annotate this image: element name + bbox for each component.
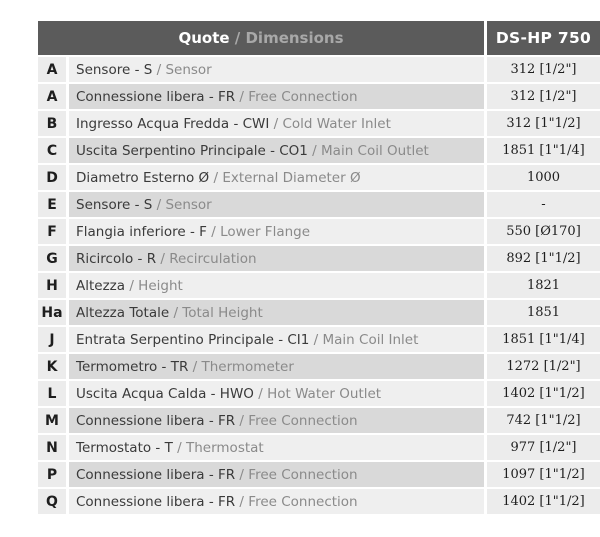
row-value: 742 [1"1/2] xyxy=(487,408,600,435)
row-code: A xyxy=(38,57,69,84)
row-label-it: Termostato - T xyxy=(76,439,173,456)
header-model: DS-HP 750 xyxy=(487,21,600,57)
row-label-en: Total Height xyxy=(182,304,263,321)
row-code: K xyxy=(38,354,69,381)
table-row xyxy=(38,273,600,300)
row-label-it: Ingresso Acqua Fredda - CWI xyxy=(76,115,270,132)
row-label-en: Thermometer xyxy=(201,358,294,375)
row-value: 1821 xyxy=(487,273,600,300)
row-label-en: Cold Water Inlet xyxy=(282,115,391,132)
table-row xyxy=(38,111,600,138)
row-label-en: Height xyxy=(138,277,183,294)
row-label-it: Altezza xyxy=(76,277,126,294)
row-description: Ricircolo - R / Recirculation xyxy=(69,246,487,273)
row-code: H xyxy=(38,273,69,300)
row-value: 1272 [1/2"] xyxy=(487,354,600,381)
row-label-it: Connessione libera - FR xyxy=(76,88,236,105)
table-row xyxy=(38,300,600,327)
table-row xyxy=(38,381,600,408)
row-label-en: Free Connection xyxy=(248,493,358,510)
table-row xyxy=(38,462,600,489)
row-value: 1000 xyxy=(487,165,600,192)
table-row xyxy=(38,138,600,165)
row-label-it: Connessione libera - FR xyxy=(76,466,236,483)
row-description: Connessione libera - FR / Free Connection xyxy=(69,408,487,435)
row-description: Altezza / Height xyxy=(69,273,487,300)
row-description: Altezza Totale / Total Height xyxy=(69,300,487,327)
row-description: Diametro Esterno Ø / External Diameter Ø xyxy=(69,165,487,192)
row-description: Uscita Acqua Calda - HWO / Hot Water Outlet xyxy=(69,381,487,408)
table-row xyxy=(38,192,600,219)
row-code: L xyxy=(38,381,69,408)
row-label-en: Free Connection xyxy=(248,412,358,429)
row-value: 892 [1"1/2] xyxy=(487,246,600,273)
table-row xyxy=(38,57,600,84)
row-description: Connessione libera - FR / Free Connection xyxy=(69,462,487,489)
row-label-it: Sensore - S xyxy=(76,61,153,78)
table-row xyxy=(38,165,600,192)
row-label-it: Uscita Acqua Calda - HWO xyxy=(76,385,254,402)
row-value: 312 [1/2"] xyxy=(487,57,600,84)
row-value: 1402 [1"1/2] xyxy=(487,381,600,408)
row-description: Sensore - S / Sensor xyxy=(69,192,487,219)
table-row xyxy=(38,408,600,435)
row-code: C xyxy=(38,138,69,165)
row-label-it: Flangia inferiore - F xyxy=(76,223,207,240)
row-label-it: Uscita Serpentino Principale - CO1 xyxy=(76,142,308,159)
row-label-it: Connessione libera - FR xyxy=(76,493,236,510)
row-description: Ingresso Acqua Fredda - CWI / Cold Water Inlet xyxy=(69,111,487,138)
row-label-en: Free Connection xyxy=(248,466,358,483)
row-code: F xyxy=(38,219,69,246)
row-value: 1097 [1"1/2] xyxy=(487,462,600,489)
row-description: Uscita Serpentino Principale - CO1 / Main Coil Outlet xyxy=(69,138,487,165)
row-description: Connessione libera - FR / Free Connection xyxy=(69,489,487,516)
row-label-it: Ricircolo - R xyxy=(76,250,157,267)
row-value: 550 [Ø170] xyxy=(487,219,600,246)
row-label-it: Altezza Totale xyxy=(76,304,170,321)
table-row xyxy=(38,354,600,381)
row-code: N xyxy=(38,435,69,462)
table-row xyxy=(38,327,600,354)
row-code: G xyxy=(38,246,69,273)
row-code: B xyxy=(38,111,69,138)
row-value: - xyxy=(487,192,600,219)
table-header-row xyxy=(38,21,600,57)
table-row xyxy=(38,84,600,111)
row-label-it: Diametro Esterno Ø xyxy=(76,169,210,186)
table-row xyxy=(38,489,600,516)
row-label-it: Connessione libera - FR xyxy=(76,412,236,429)
row-description: Termometro - TR / Thermometer xyxy=(69,354,487,381)
row-description: Sensore - S / Sensor xyxy=(69,57,487,84)
row-label-en: External Diameter Ø xyxy=(222,169,361,186)
row-value: 312 [1/2"] xyxy=(487,84,600,111)
row-label-it: Termometro - TR xyxy=(76,358,189,375)
header-dimensions-label: Dimensions xyxy=(245,29,344,47)
row-code: J xyxy=(38,327,69,354)
row-code: M xyxy=(38,408,69,435)
row-value: 1851 [1"1/4] xyxy=(487,138,600,165)
row-label-en: Main Coil Inlet xyxy=(322,331,419,348)
row-label-en: Recirculation xyxy=(169,250,257,267)
row-value: 1851 xyxy=(487,300,600,327)
row-code: A xyxy=(38,84,69,111)
row-label-en: Lower Flange xyxy=(220,223,311,240)
row-label-en: Main Coil Outlet xyxy=(321,142,429,159)
row-description: Termostato - T / Thermostat xyxy=(69,435,487,462)
row-label-en: Sensor xyxy=(165,196,212,213)
row-code: P xyxy=(38,462,69,489)
row-value: 977 [1/2"] xyxy=(487,435,600,462)
row-code: Q xyxy=(38,489,69,516)
table-row xyxy=(38,246,600,273)
row-description: Connessione libera - FR / Free Connection xyxy=(69,84,487,111)
table-row xyxy=(38,435,600,462)
row-label-it: Sensore - S xyxy=(76,196,153,213)
row-code: Ha xyxy=(38,300,69,327)
row-label-en: Sensor xyxy=(165,61,212,78)
row-label-en: Thermostat xyxy=(185,439,264,456)
row-description: Entrata Serpentino Principale - CI1 / Main Coil Inlet xyxy=(69,327,487,354)
row-value: 1851 [1"1/4] xyxy=(487,327,600,354)
row-label-it: Entrata Serpentino Principale - CI1 xyxy=(76,331,310,348)
row-value: 1402 [1"1/2] xyxy=(487,489,600,516)
row-value: 312 [1"1/2] xyxy=(487,111,600,138)
table-body xyxy=(38,57,600,516)
row-code: E xyxy=(38,192,69,219)
dimensions-table xyxy=(38,21,600,516)
header-separator: / xyxy=(229,29,246,47)
row-label-en: Free Connection xyxy=(248,88,358,105)
table-row xyxy=(38,219,600,246)
row-code: D xyxy=(38,165,69,192)
header-quote-label: Quote xyxy=(178,29,230,47)
row-description: Flangia inferiore - F / Lower Flange xyxy=(69,219,487,246)
header-quote-dimensions xyxy=(38,21,487,57)
row-label-en: Hot Water Outlet xyxy=(267,385,382,402)
